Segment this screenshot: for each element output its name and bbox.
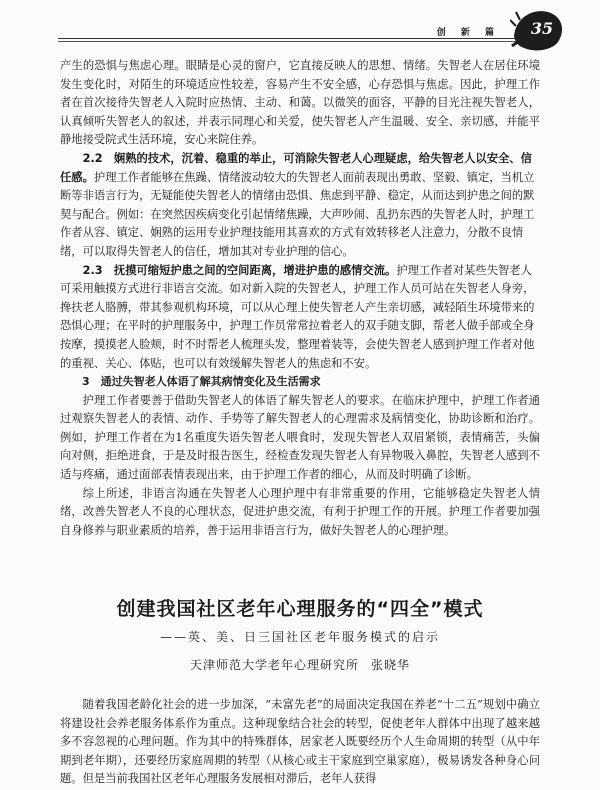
- section-2-2-body: 护理工作者能够在焦躁、情绪波动较大的失智老人面前表现出勇敢、坚毅、镇定，当机立断等非语言行为，无疑能使失智老人的情绪由恐惧、焦虑到平静、稳定，从而达到护患之间的默契与配合。例如：在突然因疾病变化引起情绪焦躁，大声吵闹、乱扔东西的失智老人时，护理工作者从容、镇定、娴熟的运用专业护理技能用其喜欢的方式有效转移老人注意力，分散不良情绪，可以取得失智老人的信任，增加其对专业护理的信心。: [60, 170, 535, 258]
- article2-paragraph-1: 随着我国老龄化社会的进一步加深，“未富先老”的局面决定我国在养老“十二五”规划中确立将建设社会养老服务体系作为重点。这种现象结合社会的转型，促使老年人群体中出现了越来越多不容忽视的心理问题。作为其中的特殊群体，居家老人既要经历个人生命周期的转型（从中年期到老年期），还要经历家庭周期的转型（从核心或主干家庭到空巢家庭），极易诱发各种身心问题。但是当前我国社区老年心理服务发展相对滞后，老年人获得: [60, 698, 540, 786]
- paragraph-intro: 产生的恐惧与焦虑心理。眼睛是心灵的窗户，它直接反映人的思想、情绪。失智老人在居住环境发生变化时，对陌生的环境适应性较差，容易产生不安全感，心存恐惧与焦虑。因此，护理工作者在首次接待失智老人入院时应热情、主动、和蔼。以微笑的面容，平静的目光注视失智老人，认真倾听失智老人的叙述，并表示同理心和关爱，使失智老人产生温暖、安全、亲切感，并能平静地接受院式生活环境，安心来院住养。: [60, 59, 540, 147]
- section-tag: 创 新 篇: [436, 28, 500, 38]
- article2-title: 创建我国社区老年心理服务的“四全”模式: [116, 598, 484, 620]
- article2-author: 张晓华: [371, 658, 411, 672]
- section-3-body: 护理工作者要善于借助失智老人的体语了解失智老人的要求。在临床护理中，护理工作者通过观察失智老人的表情、动作、手势等了解失智老人的心理需求及病情变化，协助诊断和治疗。例如，护理工作者在为1名重度失语失智老人喂食时，发现失智老人双眉紧锁，表情痛苦，头偏向对侧，拒绝进食，于是及时报告医生，经检查发现失智老人有异物吸入鼻腔，失智老人感到不适与疼痛，通过面部表情表现出来，由于护理工作者的细心，从而及时明确了诊断。: [60, 393, 540, 482]
- article2-body: [60, 696, 540, 789]
- section-2-3-body: 护理工作者对某些失智老人可采用触摸方式进行非语言交流。如对新入院的失智老人，护理工作人员可站在失智老人身旁，搀扶老人胳膊，带其参观机构环境，可以从心理上使失智老人产生亲切感，减轻陌生环境带来的恐惧心理；在平时的护理服务中，护理工作员常常拉着老人的双手随支脚，帮老人做手部或全身按摩，摸摸老人脸颊，时不时帮老人梳理头发，整理着装等，会使失智老人感到护理工作者对他的重视、关心、体贴，也可以有效缓解失智老人的焦虑和不安。: [60, 263, 535, 370]
- article2-affiliation: 天津师范大学老年心理研究所: [189, 658, 359, 672]
- article2-byline: [60, 656, 540, 673]
- section-2-3-lead: 2.3 抚摸可缩短护患之间的空间距离，增进护患的感情交流。: [82, 263, 397, 277]
- section-2-3: [60, 262, 540, 374]
- article1-body: [60, 57, 540, 540]
- header-rule-double: [58, 41, 530, 42]
- section-3-heading: 3 通过失智老人体语了解其病情变化及生活需求: [82, 375, 321, 389]
- article2-subtitle: ——英、美、日三国社区老年服务模式的启示: [159, 630, 440, 644]
- section-2-2: [60, 150, 540, 262]
- section-2-2-lead: 2.2 娴熟的技术，沉着、稳重的举止，可消除失智老人心理疑虑，给失智老人以安全、信任感。: [60, 151, 532, 184]
- page-number: 35: [530, 19, 554, 38]
- summary-paragraph: 综上所述，非语言沟通在失智老人心理护理中有非常重要的作用，它能够稳定失智老人情绪，改善失智老人不良的心理状态，促进护患交流，有利于护理工作的开展。护理工作者要加强自身修养与职业素质的培养，善于运用非语言行为，做好失智老人的心理护理。: [60, 486, 540, 537]
- header-rule: [58, 38, 530, 39]
